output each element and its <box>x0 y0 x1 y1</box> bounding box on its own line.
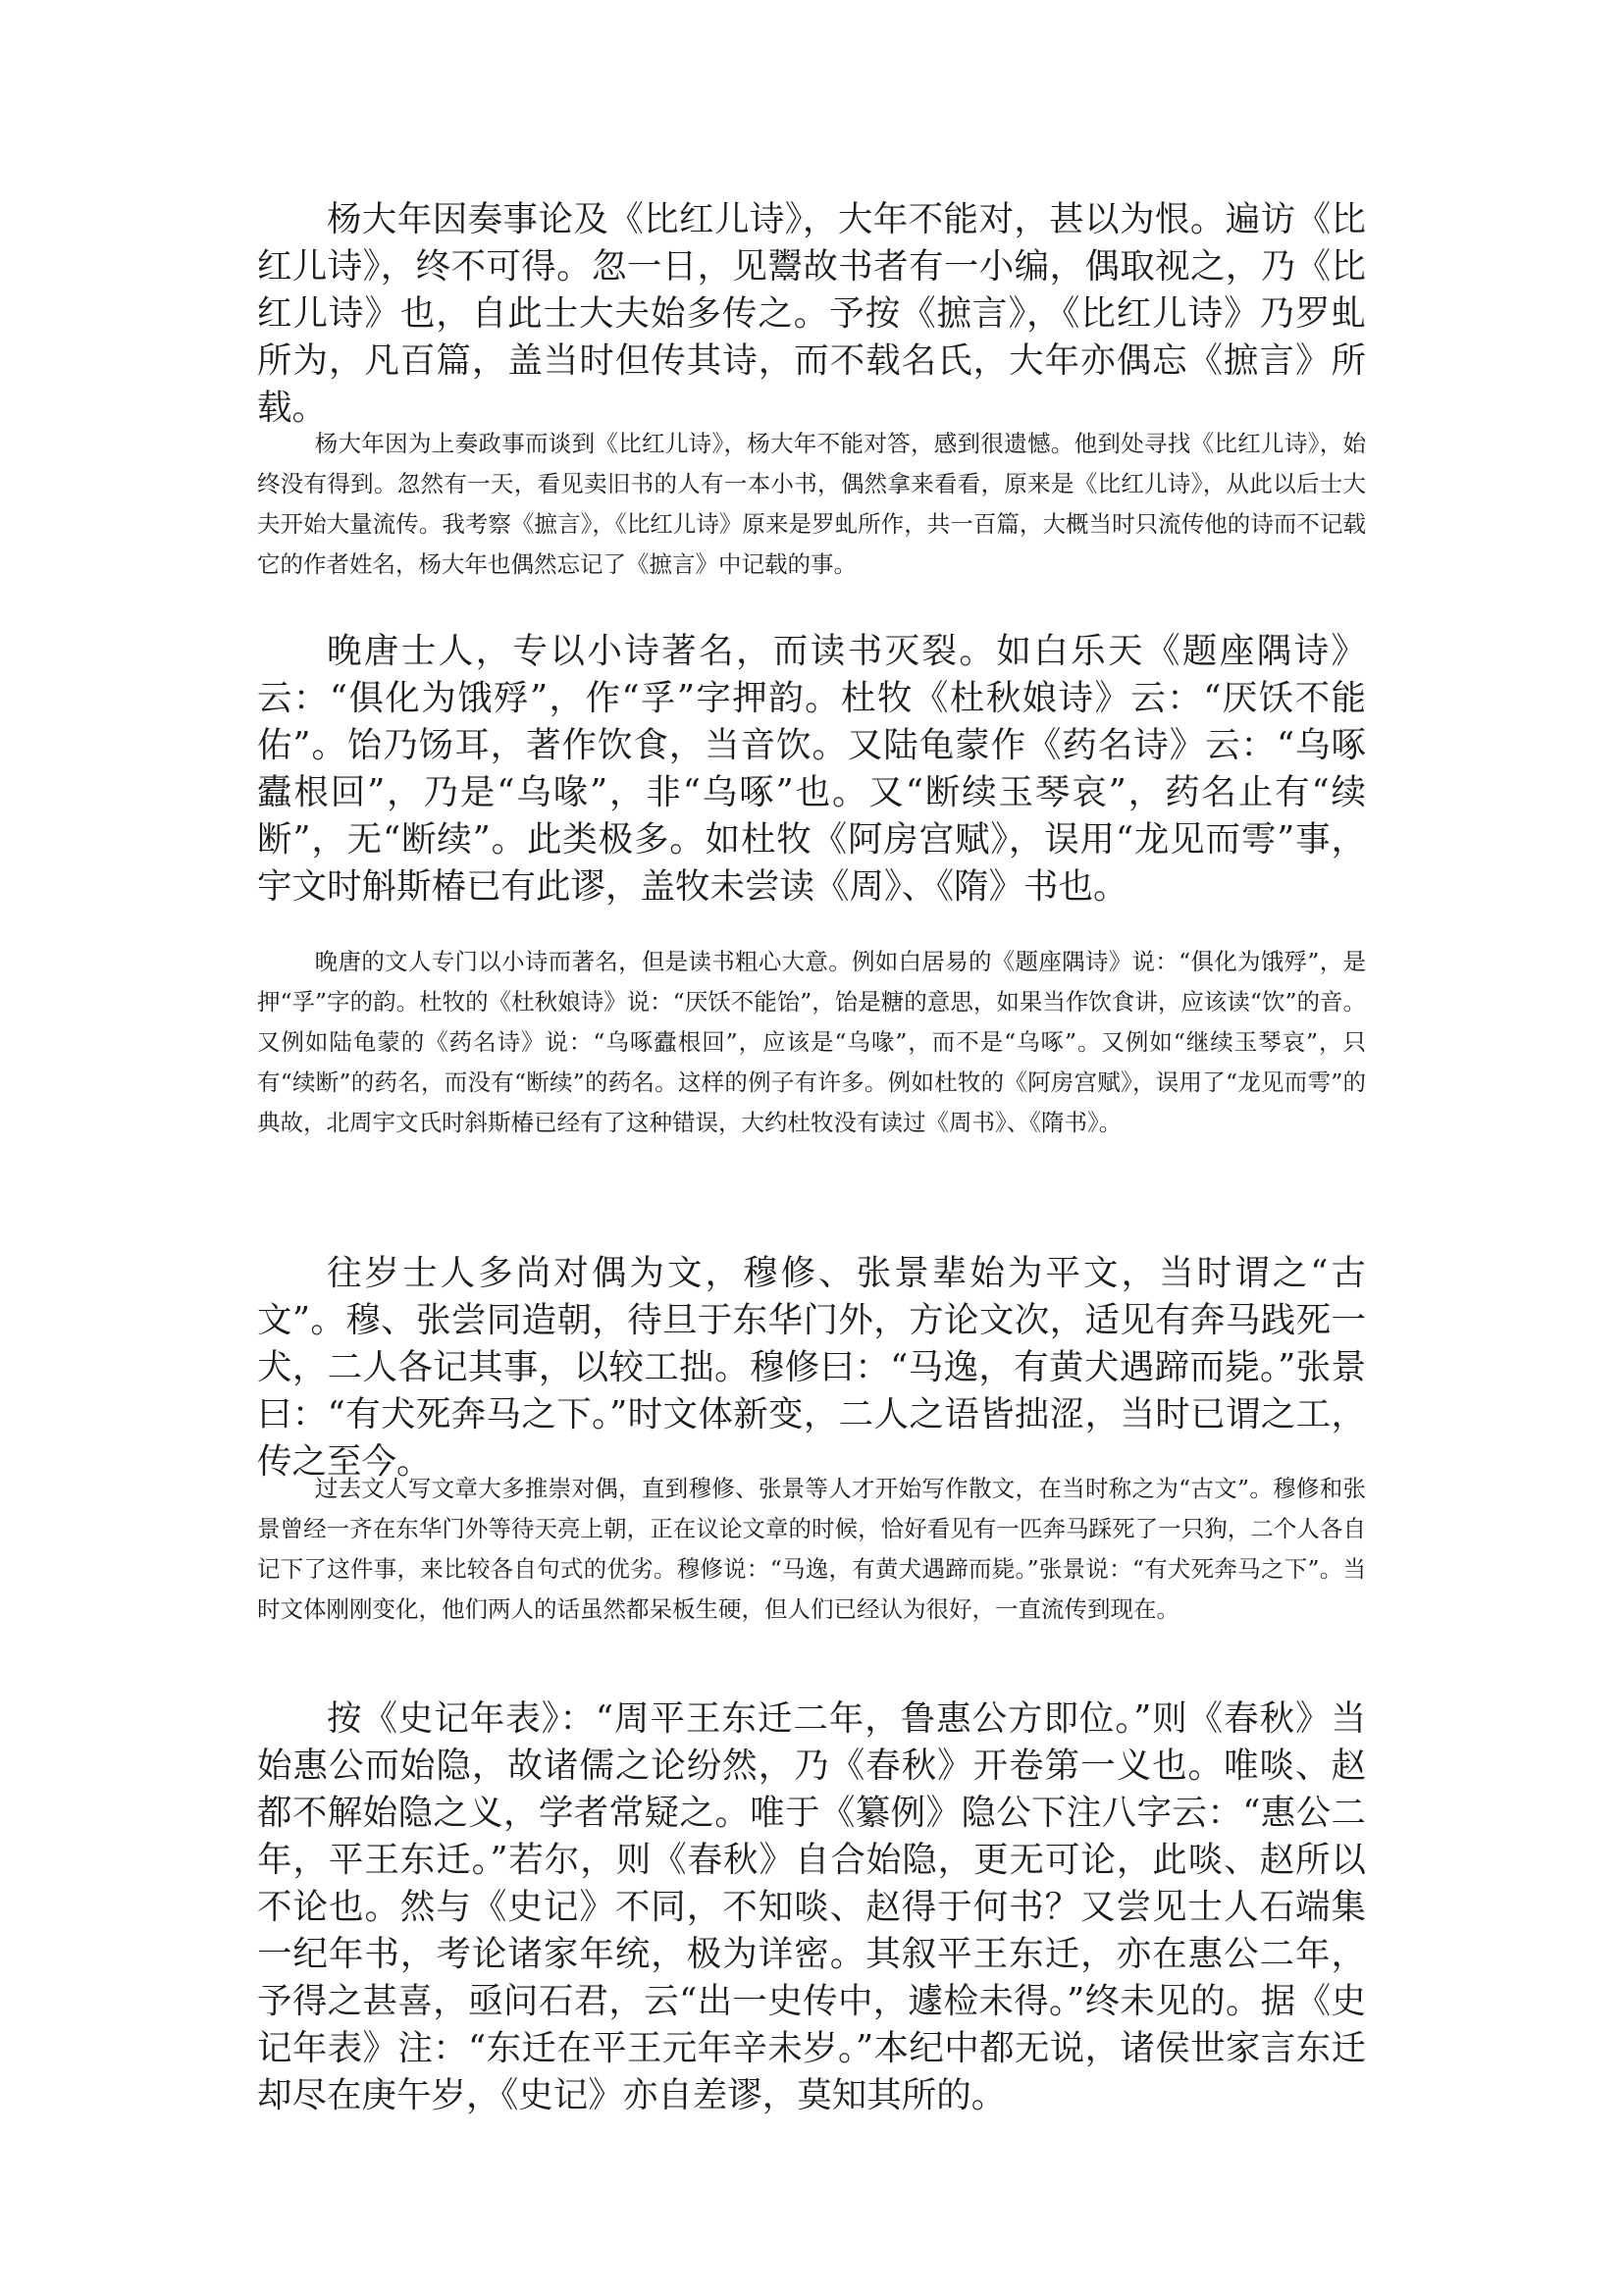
original-text-3: 往岁士人多尚对偶为文，穆修、张景辈始为平文，当时谓之“古文”。穆、张尝同造朝，待旦于东华门外，方论文次，适见有奔马践死一犬，二人各记其事，以较工拙。穆修曰：“马逸，有黄犬遇蹄而毙。”张景曰：“有犬死奔马之下。”时文体新变，二人之语皆拙涩，当时已谓之工，传之至今。 <box>257 1253 1366 1482</box>
original-text-1: 杨大年因奏事论及《比红儿诗》，大年不能对，甚以为恨。遍访《比红儿诗》，终不可得。忽一日，见鬻故书者有一小编，偶取视之，乃《比红儿诗》也，自此士大夫始多传之。予按《摭言》，《比红儿诗》乃罗虬所为，凡百篇，盖当时但传其诗，而不载名氏，大年亦偶忘《摭言》所载。 <box>257 199 1366 428</box>
original-text-2: 晚唐士人，专以小诗著名，而读书灭裂。如白乐天《题座隅诗》云：“俱化为饿殍”，作“孚”字押韵。杜牧《杜秋娘诗》云：“厌饫不能佑”。饴乃饧耳，著作饮食，当音饮。又陆龟蒙作《药名诗》云：“乌啄蠹根回”，乃是“乌喙”，非“乌啄”也。又“断续玉琴哀”，药名止有“续断”，无“断续”。此类极多。如杜牧《阿房宫赋》，误用“龙见而雩”事，宇文时斛斯椿已有此谬，盖牧未尝读《周》、《隋》书也。 <box>257 631 1366 907</box>
translation-text-1: 杨大年因为上奏政事而谈到《比红儿诗》，杨大年不能对答，感到很遗憾。他到处寻找《比红儿诗》，始终没有得到。忽然有一天，看见卖旧书的人有一本小书，偶然拿来看看，原来是《比红儿诗》，从此以后士大夫开始大量流传。我考察《摭言》，《比红儿诗》原来是罗虬所作，共一百篇，大概当时只流传他的诗而不记载它的作者姓名，杨大年也偶然忘记了《摭言》中记载的事。 <box>257 430 1366 578</box>
translation-text-3: 过去文人写文章大多推崇对偶，直到穆修、张景等人才开始写作散文，在当时称之为“古文”。穆修和张景曾经一齐在东华门外等待天亮上朝，正在议论文章的时候，恰好看见有一匹奔马踩死了一只狗，二个人各自记下了这件事，来比较各自句式的优劣。穆修说：“马逸，有黄犬遇蹄而毙。”张景说：“有犬死奔马之下”。当时文体刚刚变化，他们两人的话虽然都呆板生硬，但人们已经认为很好，一直流传到现在。 <box>257 1475 1366 1623</box>
original-text-4: 按《史记年表》：“周平王东迁二年，鲁惠公方即位。”则《春秋》当始惠公而始隐，故诸儒之论纷然，乃《春秋》开卷第一义也。唯啖、赵都不解始隐之义，学者常疑之。唯于《纂例》隐公下注八字云：“惠公二年，平王东迁。”若尔，则《春秋》自合始隐，更无可论，此啖、赵所以不论也。然与《史记》不同，不知啖、赵得于何书？又尝见士人石端集一纪年书，考论诸家年统，极为详密。其叙平王东迁，亦在惠公二年，予得之甚喜，亟问石君，云“出一史传中，遽检未得。”终未见的。据《史记年表》注：“东迁在平王元年辛未岁。”本纪中都无说，诸侯世家言东迁却尽在庚午岁，《史记》亦自差谬，莫知其所的。 <box>257 1698 1366 2115</box>
translation-text-2: 晚唐的文人专门以小诗而著名，但是读书粗心大意。例如白居易的《题座隅诗》说：“俱化为饿殍”，是押“孚”字的韵。杜牧的《杜秋娘诗》说：“厌饫不能饴”，饴是糖的意思，如果当作饮食讲，应该读“饮”的音。又例如陆龟蒙的《药名诗》说：“乌啄蠹根回”，应该是“乌喙”，而不是“乌啄”。又例如“继续玉琴哀”，只有“续断”的药名，而没有“断续”的药名。这样的例子有许多。例如杜牧的《阿房宫赋》，误用了“龙见而雩”的典故，北周宇文氏时斜斯椿已经有了这种错误，大约杜牧没有读过《周书》、《隋书》。 <box>257 948 1366 1136</box>
